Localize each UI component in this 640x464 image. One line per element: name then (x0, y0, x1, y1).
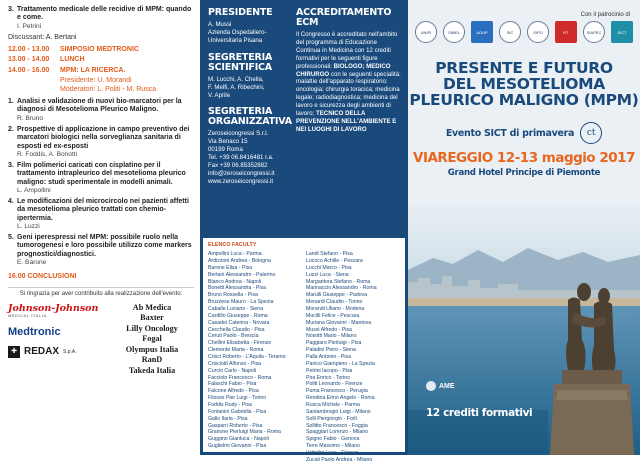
faculty-member: Bonetti Alessandra - Pisa (208, 285, 266, 292)
event-venue: Grand Hotel Principe di Piemonte (447, 168, 601, 179)
ecm-text (296, 31, 403, 134)
faculty-member: Bertani Alessandro - Palermo (208, 271, 276, 278)
faculty-member: Margaritora Stefano - Roma (306, 278, 371, 285)
faculty-member: Facciolo Francesco - Roma (208, 374, 272, 381)
faculty-member: Casadei Caterina - Novara (208, 319, 270, 326)
faculty-member: Menardi Claudio - Torino (306, 299, 363, 306)
session-label: LUNCH (60, 56, 85, 64)
program-item (8, 126, 194, 159)
faculty-member: Lucchi Marco - Pisa (306, 264, 352, 271)
faculty-member: Ceruti Paolo - Brescia (208, 333, 259, 340)
presidente-name: A. Mussi (208, 20, 232, 28)
session-row (8, 67, 194, 75)
rt-logo: RT (555, 21, 577, 43)
redax-logo-text: REDAX (24, 345, 60, 357)
redax-mark-icon: ✚ (8, 346, 20, 358)
ame-text: AME (439, 382, 455, 390)
session-label: SIMPOSIO MEDTRONIC (60, 46, 139, 54)
ecm-intro: Il Congresso è accreditato nell'ambito del programma di Educazione Continua in Medicina con 12 crediti formativi per le seguenti figure professionali: (296, 30, 398, 70)
session-row (8, 56, 194, 64)
faculty-member: Rusca Michele - Parma (306, 402, 360, 409)
program-item (8, 6, 194, 31)
faculty-member: Cecchella Claudio - Pisa (208, 326, 265, 333)
faculty-member: Nosotti Mario - Milano (306, 333, 357, 340)
unipi-logo: UNIPI (415, 21, 437, 43)
item-speaker: L. Ampollini (17, 186, 51, 194)
faculty-member: Clemente Marta - Roma (208, 347, 264, 354)
faculty-member: Filosso Pier Luigi - Torino (208, 395, 267, 402)
faculty-member: Petrini Iacopo - Pisa (306, 367, 353, 374)
faculty-member: Caballe Luciano - Siena (208, 306, 264, 312)
presidente-text (208, 21, 287, 45)
item-number: 1. (8, 98, 14, 106)
faculty-member: Lococo Achille - Pescara (306, 257, 363, 264)
item-title: Prospettive di applicazione in campo preventivo dei marcatori biologici nella sorveglianza sanitaria di esposti ed ex-esposti (17, 125, 190, 150)
segreteria-scientifica-heading: SEGRETERIA SCIENTIFICA (208, 51, 273, 73)
presidente-affiliation: Azienda Ospedaliero-Universitaria Pisana (208, 28, 267, 44)
faculty-member: Cardillo Giuseppe - Roma (208, 312, 268, 319)
faculty-member: Morandi Uliano - Modena (306, 306, 365, 312)
session-label: MPM: LA RICERCA. (60, 66, 126, 74)
aoup-logo: AOUP (471, 21, 493, 43)
title-line: DEL MESOTELIOMA (443, 74, 605, 93)
faculty-member: Pira Enrico - Torino (306, 374, 351, 381)
event-title (408, 61, 640, 108)
faculty-heading: ELENCO FACULTY (208, 242, 257, 248)
org-line: 00199 Roma (208, 146, 243, 154)
faculty-member: Solli Piergiorgio - Forlì (306, 415, 358, 422)
faculty-member: Terre Massimo - Milano (306, 443, 360, 450)
item-speaker: R. Bruno (17, 114, 44, 122)
session-president: Presidente: U. Morandi (60, 77, 132, 85)
program-panel (0, 0, 200, 455)
patron-logos (408, 18, 640, 43)
faculty-member: Granone Pierluigi Maria - Roma (208, 429, 281, 436)
faculty-member: Gasparri Roberto - Pisa (208, 422, 263, 429)
item-number: 5. (8, 233, 14, 241)
sponsor-name: Baxter (140, 313, 164, 323)
program-item (8, 234, 194, 267)
faculty-member: Sollitto Francesco - Foggia (306, 422, 368, 429)
item-speaker: L. Luzzi (17, 223, 40, 231)
faculty-member: Guggino Gianluca - Napoli (208, 436, 269, 443)
redax-logo-sub: S.p.A. (63, 348, 77, 355)
faculty-member: Paggiaro Pierluigi - Pisa (306, 340, 362, 347)
sponsor-name: Olympus Italia (125, 344, 179, 354)
org-phone: Tel. +39 06.8416481 r.a. (208, 154, 274, 162)
sponsor-name: Ab Medica (132, 302, 172, 312)
faculty-member: Falcone Alfredo - Pisa (208, 388, 259, 395)
item-title: Analisi e validazione di nuovi bio-marcatori per la diagnosi di Mesotelioma Pleurico Maligno. (17, 98, 182, 114)
organization-panel (200, 0, 408, 463)
simel-logo: SIMEL (443, 21, 465, 43)
faculty-member: Gallo Ilaria - Pisa (208, 415, 248, 422)
item-number: 2. (8, 125, 14, 133)
session-row (8, 46, 194, 54)
sict-patron-logo: SICT (611, 21, 633, 43)
faculty-member: Mucilli Felice - Pescara (306, 312, 360, 319)
org-website[interactable]: www.zeroseicongressi.it (208, 177, 274, 185)
program-item (8, 98, 194, 123)
item-number: 4. (8, 197, 14, 205)
faculty-member: Foddis Rudy - Pisa (208, 402, 252, 409)
segreteria-line: V. Aprile (208, 91, 231, 99)
sponsor-names (110, 303, 194, 377)
faculty-member: Spigno Fabio - Genova (306, 436, 360, 443)
faculty-member: Muriana Giovanni - Mantova (306, 319, 372, 326)
faculty-member: Marinaccio Alessandro - Roma (306, 285, 377, 292)
faculty-member: Falaschi Fabio - Pisa (208, 381, 257, 388)
title-line: PRESENTE E FUTURO (435, 59, 613, 77)
patronage-label: Con il patrocinio di (580, 12, 630, 18)
ame-mark-icon (426, 381, 436, 391)
faculty-member: Landi Stefano - Pisa (306, 251, 353, 258)
faculty-member: Ampollini Luca - Parma (208, 251, 262, 258)
divider (8, 287, 194, 288)
jj-logo-text: Johnson-Johnson (8, 302, 99, 314)
presidente-heading: PRESIDENTE (208, 7, 273, 18)
item-title: Film polimerici caricati con cisplatino per il trattamento intrapleurico del mesotelioma pleurico maligno: studi sperimentale in modelli animali. (17, 161, 186, 186)
segreteria-scientifica-text (208, 76, 287, 100)
ecm-specialities: con le seguenti specialità: malattie dell'apparato respiratorio; oncologia; chirurgia toracica; medicina legale; radiodiagnostica; medicina del lavoro e sicurezza degli ambienti di lavoro; (296, 70, 401, 118)
ecm-heading: ACCREDITAMENTO ECM (296, 7, 392, 28)
item-speaker: I. Petrini (17, 22, 42, 30)
conclusions: 16.00 CONCLUSIONI (8, 273, 77, 281)
faculty-member: Spaggiari Lorenzo - Milano (306, 429, 368, 436)
faculty-member: Crisci Roberto - L'Aquila - Teramo (208, 354, 286, 361)
org-line: Zeroseicongressi S.r.l. (208, 130, 269, 138)
session-time: 13.00 - 14.00 (8, 56, 50, 64)
redax-logo (8, 346, 104, 358)
item-title: Geni iperespressi nel MPM: possibile ruolo nella tumorogenesi e loro possibile utilizzo come markers prognostici/diagnostici. (17, 233, 192, 258)
event-subtitle (408, 122, 640, 144)
session-time: 14.00 - 16.00 (8, 66, 50, 74)
event-type: Evento SICT di primavera (445, 127, 575, 139)
sponsor-name: RanD (141, 355, 163, 365)
sict-logo-icon: ct (580, 122, 602, 144)
faculty-member: Fontanini Gabriella - Pisa (208, 408, 267, 415)
faculty-member: Panico Giampiero - La Spezia (306, 360, 375, 367)
title-line: PLEURICO MALIGNO (MPM) (409, 90, 639, 109)
program-item (8, 198, 194, 231)
faculty-member: Palla Antonio - Pisa (306, 354, 351, 361)
faculty-column-2 (306, 251, 400, 464)
org-line: Via Benaco 15 (208, 138, 248, 146)
faculty-member: Chellini Elisabetta - Firenze (208, 340, 272, 347)
faculty-member: Santambrogio Luigi - Milano (306, 408, 371, 415)
sponsor-name: Lilly Oncology (126, 323, 178, 333)
faculty-member: Bianco Andrea - Napoli (208, 278, 262, 285)
item-title: Trattamento medicale delle recidive di MPM: quando e come. (17, 6, 192, 22)
discussant: Discussant: A. Bertani (8, 33, 77, 41)
faculty-member: Mussi Alfredo - Pisa (306, 326, 352, 333)
siapec-logo: SIAPEC (583, 21, 605, 43)
faculty-member: Politi Leonardo - Firenze (306, 381, 363, 388)
segreteria-organizzativa-text (208, 130, 287, 185)
faculty-member: Marulli Giuseppe - Padova (306, 292, 368, 299)
ame-logo (426, 381, 455, 391)
sipo-logo: SIPO (527, 21, 549, 43)
item-speaker: R. Foddis, A. Bonotti (17, 150, 78, 158)
faculty-member: Bruzzese Mauro - La Spezia (208, 299, 274, 306)
event-date: VIAREGGIO 12-13 maggio 2017 (413, 150, 635, 167)
jj-logo-sub: MEDICAL ITALIA (8, 313, 47, 318)
segreteria-organizzativa-heading: SEGRETERIA ORGANIZZATIVA (208, 106, 292, 128)
item-number: 3. (8, 6, 14, 13)
session-moderators: Moderatori: L. Politi - M. Rusca (60, 85, 157, 93)
faculty-member: Luzzi Luca - Siena (306, 271, 349, 278)
faculty-member: Puma Francesco - Perugia (306, 388, 368, 395)
ecm-tecnico: TECNICO DELLA PREVENZIONE NELL'AMBIENTE E NEI LUOGHI DI LAVORO (296, 110, 397, 133)
segreteria-line: M. Lucchi, A. Chella, (208, 75, 264, 83)
faculty-member: Zucali Paolo Andrea - Milano (306, 456, 373, 463)
item-speaker: E. Barone (17, 259, 47, 267)
committee-column (200, 0, 292, 236)
faculty-column-1 (208, 251, 302, 464)
faculty-member: Barone Elisa - Pisa (208, 264, 253, 271)
sponsor-logos (8, 303, 104, 377)
credits-badge: 12 crediti formativi (426, 407, 533, 419)
ecm-medico: MEDICO CHIRURGO (296, 62, 391, 78)
sponsors (8, 303, 194, 377)
sponsor-name: Takeda Italia (128, 365, 176, 375)
jj-logo (8, 303, 104, 319)
sic-logo: SIC (499, 21, 521, 43)
medtronic-logo: Medtronic (8, 325, 61, 338)
ecm-biologo: BIOLOGO; (333, 62, 365, 70)
org-fax: Fax +39 06.85352882 (208, 162, 268, 170)
segreteria-line: F. Melfi, A. Ribechini, (208, 83, 265, 91)
org-email[interactable]: info@zeroseicongressi.it (208, 169, 275, 177)
faculty-member: Bruno Rossella - Pisa (208, 292, 258, 299)
faculty-member: Ardizzoni Andrea - Bologna (208, 257, 271, 264)
ecm-column (292, 0, 408, 236)
faculty-member: Rendina Erino Angelo - Roma (306, 395, 375, 402)
session-chairs (8, 77, 194, 94)
faculty-member: Vattolini Luca - Firenze (306, 450, 359, 457)
item-title: Le modificazioni del microcircolo nei pazienti affetti da mesotelioma pleurico trattati con chemio-ipertermia. (17, 197, 189, 222)
faculty-member: Guglielmi Giovanni - Pisa (208, 443, 267, 450)
item-number: 3. (8, 161, 14, 169)
program-item (8, 162, 194, 195)
sponsor-thanks: Si ringrazia per aver contribuito alla realizzazione dell'evento: (19, 291, 183, 298)
cover-panel (408, 0, 640, 455)
faculty-member: Curcio Carlo - Napoli (208, 367, 257, 374)
faculty-member: Paladini Piero - Siena (306, 347, 356, 354)
faculty-member: Crisciotti Alfonso - Pisa (208, 360, 262, 367)
faculty-list (203, 238, 405, 463)
sponsor-name: Fogal (142, 334, 162, 344)
session-time: 12.00 - 13.00 (8, 46, 50, 54)
